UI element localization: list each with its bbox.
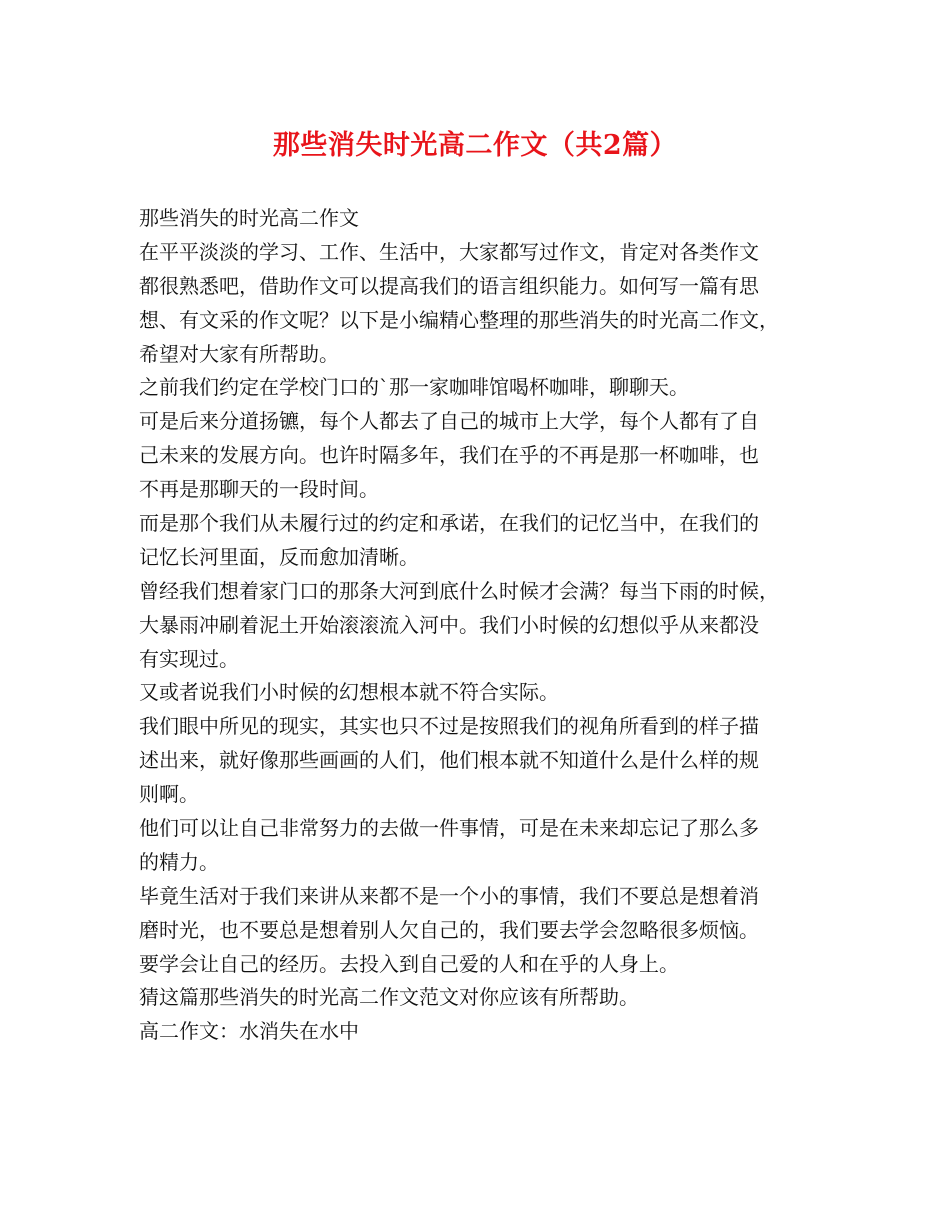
text-line: 那些消失的时光高二作文 [139, 206, 359, 230]
paragraph [139, 676, 829, 710]
text-line: 都很熟悉吧，借助作文可以提高我们的语言组织能力。如何写一篇有思 [139, 273, 759, 298]
text-line: 述出来，就好像那些画画的人们，他们根本就不知道什么是什么样的规 [139, 748, 759, 773]
text-line: 高二作文：水消失在水中 [139, 1019, 359, 1044]
paragraph [139, 710, 829, 812]
text-line: 不再是那聊天的一段时间。 [139, 477, 379, 502]
text-line: 毕竟生活对于我们来讲从来都不是一个小的事情，我们不要总是想着消 [139, 883, 759, 908]
text-line: 己未来的发展方向。也许时隔多年，我们在乎的不再是那一杯咖啡，也 [139, 443, 759, 468]
text-line: 曾经我们想着家门口的那条大河到底什么时候才会满？每当下雨的时候， [139, 578, 779, 603]
paragraph [139, 812, 829, 880]
text-line: 又或者说我们小时候的幻想根本就不符合实际。 [139, 680, 559, 705]
text-line: 则啊。 [139, 782, 199, 807]
text-line: 猜这篇那些消失的时光高二作文范文对你应该有所帮助。 [139, 985, 639, 1010]
document-title: 那些消失时光高二作文（共2篇） [272, 130, 678, 161]
paragraph [139, 507, 829, 575]
paragraph [139, 1015, 829, 1049]
text-line: 他们可以让自己非常努力的去做一件事情，可是在未来却忘记了那么多 [139, 816, 759, 841]
document-body [139, 202, 829, 1049]
text-line: 可是后来分道扬镳，每个人都去了自己的城市上大学，每个人都有了自 [139, 409, 759, 434]
text-line: 想、有文采的作文呢？以下是小编精心整理的那些消失的时光高二作文， [139, 307, 779, 332]
paragraph [139, 236, 829, 372]
paragraph [139, 202, 829, 236]
text-line: 之前我们约定在学校门口的`那一家咖啡馆喝杯咖啡，聊聊天。 [139, 375, 689, 400]
text-line: 而是那个我们从未履行过的约定和承诺，在我们的记忆当中，在我们的 [139, 511, 759, 536]
paragraph [139, 405, 829, 507]
text-line: 在平平淡淡的学习、工作、生活中，大家都写过作文，肯定对各类作文 [139, 239, 759, 264]
text-line: 的精力。 [139, 849, 219, 874]
paragraph [139, 948, 829, 982]
text-line: 我们眼中所见的现实，其实也只不过是按照我们的视角所看到的样子描 [139, 714, 759, 739]
text-line: 希望对大家有所帮助。 [139, 341, 339, 366]
paragraph [139, 371, 829, 405]
text-line: 要学会让自己的经历。去投入到自己爱的人和在乎的人身上。 [139, 951, 679, 976]
text-line: 记忆长河里面，反而愈加清晰。 [139, 544, 419, 569]
text-line: 磨时光，也不要总是想着别人欠自己的，我们要去学会忽略很多烦恼。 [139, 917, 759, 942]
paragraph [139, 880, 829, 948]
paragraph [139, 575, 829, 677]
paragraph [139, 981, 829, 1015]
text-line: 大暴雨冲刷着泥土开始滚滚流入河中。我们小时候的幻想似乎从来都没 [139, 612, 759, 637]
text-line: 有实现过。 [139, 646, 239, 671]
